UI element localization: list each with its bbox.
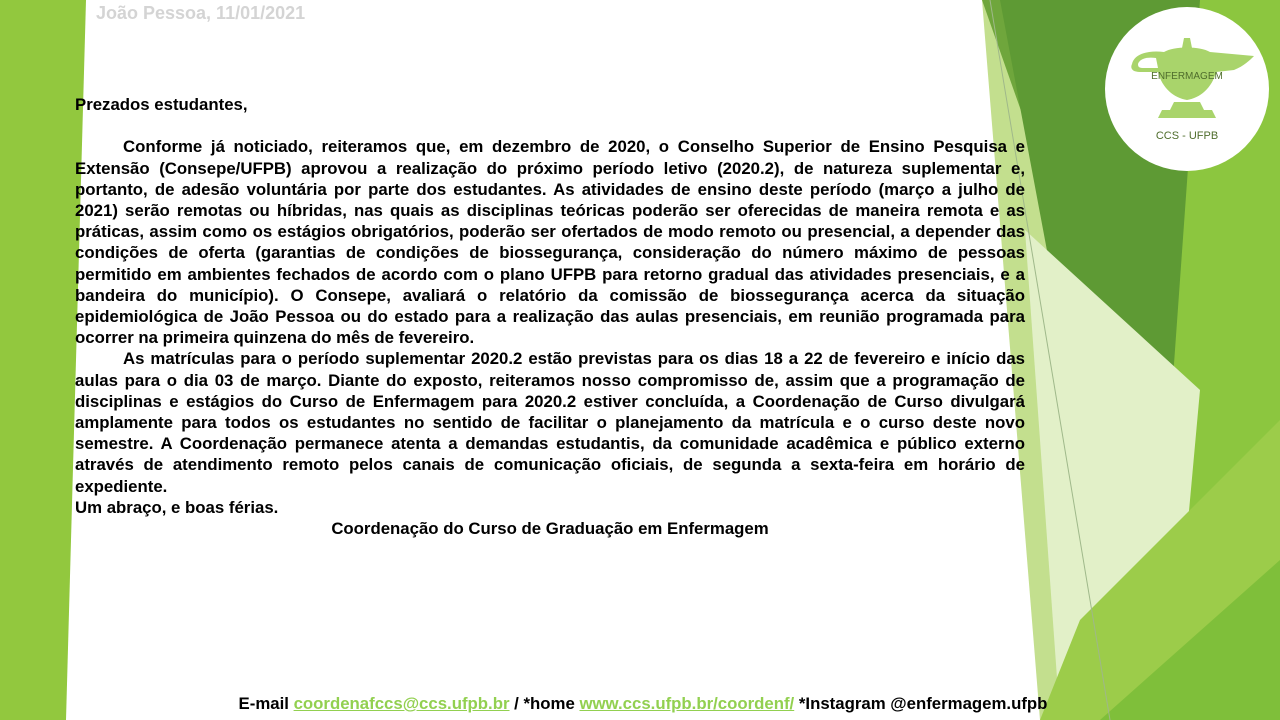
greeting: Prezados estudantes, — [75, 95, 248, 114]
logo-bottom-text: CCS - UFPB — [1155, 130, 1219, 142]
home-link[interactable]: www.ccs.ufpb.br/coordenf/ — [579, 694, 795, 713]
instagram-label: *Instagram @enfermagem.ufpb — [794, 694, 1048, 713]
contact-footer — [0, 693, 1280, 714]
paragraph-1: Conforme já noticiado, reiteramos que, em dezembro de 2020, o Conselho Superior de Ensino Pesquisa e Extensão (Consepe/UFPB) aprovou a realização do próximo período letivo (2020.2), de natureza suplementar e, portanto, de adesão voluntária por parte dos estudantes. As atividades de ensino deste período (março a julho de 2021) serão remotas ou híbridas, nas quais as disciplinas teóricas poderão ser oferecidas de maneira remota e as práticas, assim como os estágios obrigatórios, poderão ser ofertados de modo remoto ou presencial, a depender das condições de oferta (garantias de condições de biossegurança, consideração do número máximo de pessoas permitido em ambientes fechados de acordo com o plano UFPB para retorno gradual das atividades presenciais, e a bandeira do município). O Consepe, avaliará o relatório da comissão de biossegurança acerca da situação epidemiológica de João Pessoa ou do estado para a realização das aulas presenciais, em reunião programada para ocorrer na primeira quinzena do mês de fevereiro. — [75, 137, 1025, 348]
home-label: / *home — [509, 694, 580, 713]
email-label: E-mail — [238, 694, 294, 713]
letter-body — [75, 94, 1025, 539]
paragraph-2: As matrículas para o período suplementar 2020.2 estão previstas para os dias 18 a 22 de fevereiro e início das aulas para o dia 03 de março. Diante do exposto, reiteramos nosso compromisso de, assim que a programação de disciplinas e estágios do Curso de Enfermagem para 2020.2 estiver concluída, a Coordenação de Curso divulgará amplamente para todos os estudantes no sentido de facilitar o planejamento da matrícula e o curso deste novo semestre. A Coordenação permanece atenta a demandas estudantis, da comunidade acadêmica e público externo através de atendimento remoto pelos canais de comunicação oficiais, de segunda a sexta-feira em horário de expediente. — [75, 349, 1025, 496]
enfermagem-logo — [1104, 6, 1270, 172]
signature-line: Coordenação do Curso de Graduação em Enfermagem — [331, 519, 769, 539]
email-link[interactable]: coordenafccs@ccs.ufpb.br — [293, 694, 510, 713]
closing-line: Um abraço, e boas férias. — [75, 497, 279, 517]
left-green-strip — [0, 0, 86, 720]
logo-top-text: ENFERMAGEM — [1151, 71, 1223, 82]
date-line: João Pessoa, 11/01/2021 — [96, 3, 306, 23]
